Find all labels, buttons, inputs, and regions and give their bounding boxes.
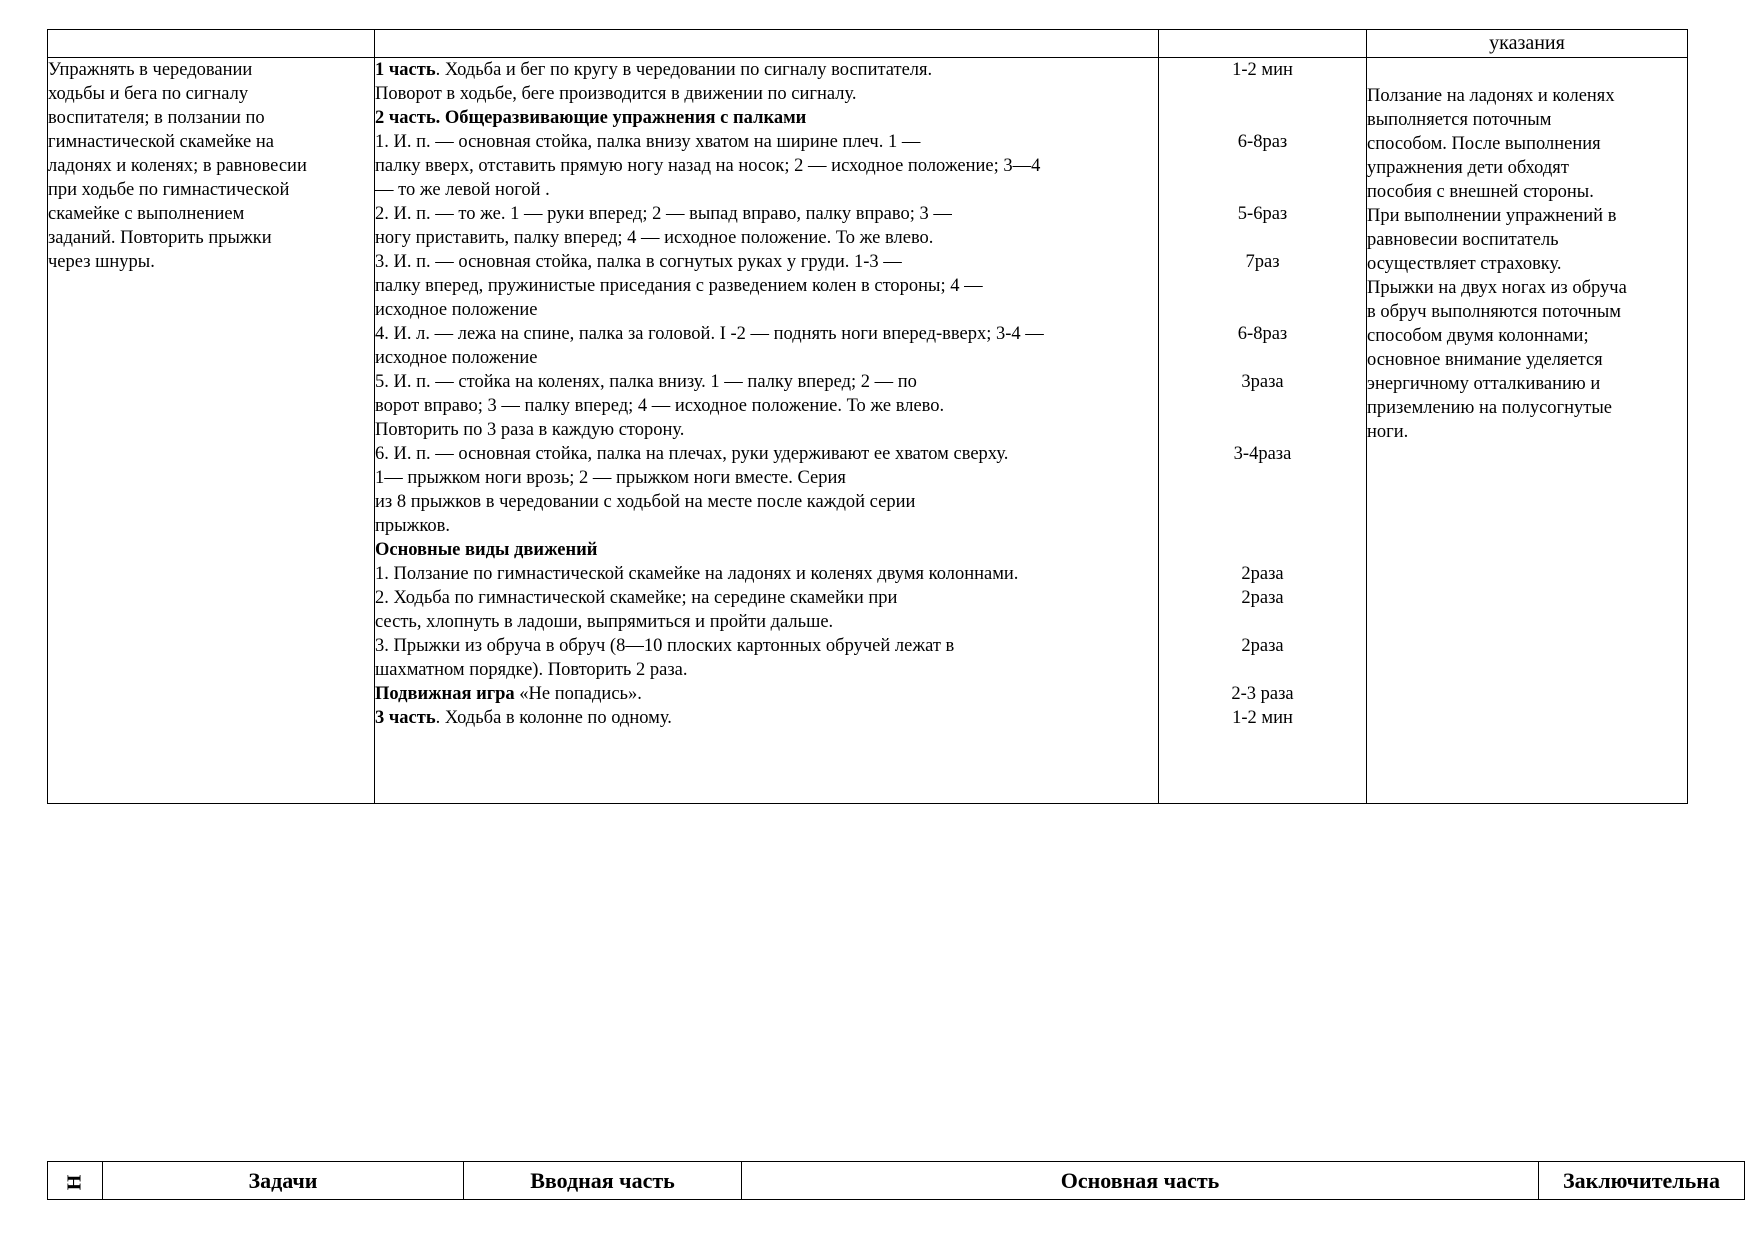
content-line: [375, 322, 1158, 346]
guidelines-list: [1367, 58, 1687, 444]
content-line-text: исходное положение: [375, 348, 538, 368]
content-line-text: Повторить по 3 раза в каждую сторону.: [375, 420, 685, 440]
content-line-text: 1— прыжком ноги врозь; 2 — прыжком ноги вместе. Серия: [375, 468, 846, 488]
content-line-bold: Основные виды движений: [375, 540, 598, 560]
guideline-line: выполняется поточным: [1367, 110, 1552, 130]
content-line-text: . Ходьба в колонне по одному.: [435, 708, 672, 728]
guideline-line: осуществляет страховку.: [1367, 254, 1562, 274]
content-line-text: 5. И. п. — стойка на коленях, палка внизу. 1 — палку вперед; 2 — по: [375, 372, 917, 392]
content-line: [375, 106, 1158, 130]
guideline-line: пособия с внешней стороны.: [1367, 182, 1594, 202]
header-guidelines-label: указания: [1489, 32, 1565, 54]
content-line-text: 1. И. п. — основная стойка, палка внизу хватом на ширине плеч. 1 —: [375, 132, 921, 152]
content-line: [375, 610, 1158, 634]
content-line-text: прыжков.: [375, 516, 451, 536]
content-line: [375, 130, 1158, 154]
content-line-text: сесть, хлопнуть в ладоши, выпрямиться и пройти дальше.: [375, 612, 834, 632]
task-line: заданий. Повторить прыжки: [48, 228, 272, 248]
dosage-line: [1159, 178, 1366, 202]
content-line: [375, 154, 1158, 178]
content-list: [375, 58, 1158, 730]
guideline-line: Прыжки на двух ногах из обруча: [1367, 278, 1627, 298]
content-line-bold: 3 часть: [375, 708, 436, 728]
dosage-line: [1159, 514, 1366, 538]
guideline-line: основное внимание уделяется: [1367, 350, 1603, 370]
next-page-header-row: [48, 1162, 1745, 1200]
content-line-text: . Ходьба и бег по кругу в чередовании по сигналу воспитателя.: [435, 60, 933, 80]
dosage-line: [1159, 274, 1366, 298]
content-line: [375, 634, 1158, 658]
col-intro: Вводная часть: [464, 1162, 742, 1200]
col-main: Основная часть: [742, 1162, 1539, 1200]
dosage-line: [1159, 346, 1366, 370]
dosage-line: [1159, 538, 1366, 562]
content-line-text: 2. И. п. — то же. 1 — руки вперед; 2 — выпад вправо, палку вправо; 3 —: [375, 204, 952, 224]
dosage-line: [1159, 82, 1366, 106]
header-cell-dosage: [1159, 30, 1367, 58]
content-line: [375, 538, 1158, 562]
guideline-line: способом. После выполнения: [1367, 134, 1601, 154]
content-line: [375, 178, 1158, 202]
lesson-plan-table: [47, 29, 1688, 804]
content-line: [375, 658, 1158, 682]
dosage-line: [1159, 106, 1366, 130]
header-cell-tasks: [48, 30, 375, 58]
content-line: [375, 682, 1158, 706]
content-line: [375, 250, 1158, 274]
dosage-line: [1159, 418, 1366, 442]
content-line-bold: Подвижная игра: [375, 684, 515, 704]
header-row: [48, 30, 1688, 58]
guideline-line: приземлению на полусогнутые: [1367, 398, 1613, 418]
content-line: [375, 274, 1158, 298]
content-line: [375, 586, 1158, 610]
guideline-line: упражнения дети обходят: [1367, 158, 1569, 178]
tasks-cell: [48, 58, 375, 804]
content-line-text: 3. Прыжки из обруча в обруч (8—10 плоских картонных обручей лежат в: [375, 636, 955, 656]
task-line: скамейке с выполнением: [48, 204, 245, 224]
content-line-bold: 2 часть. Общеразвивающие упражнения с палками: [375, 108, 807, 128]
dosage-line: [1159, 394, 1366, 418]
dosage-line: [1159, 490, 1366, 514]
dosage-line: 3-4раза: [1233, 444, 1292, 464]
content-line-bold: 1 часть: [375, 60, 436, 80]
header-cell-guidelines: [1367, 30, 1688, 58]
col-number-label: Н: [63, 1174, 86, 1190]
dosage-line: 2раза: [1241, 636, 1284, 656]
dosage-line: [1159, 466, 1366, 490]
guideline-line: Ползание на ладонях и коленях: [1367, 86, 1615, 106]
guideline-line: энергичному отталкиванию и: [1367, 374, 1601, 394]
guideline-line: равновесии воспитатель: [1367, 230, 1559, 250]
content-line-text: палку вперед, пружинистые приседания с разведением колен в стороны; 4 —: [375, 276, 983, 296]
content-line-text: Поворот в ходьбе, беге производится в движении по сигналу.: [375, 84, 857, 104]
content-line: [375, 346, 1158, 370]
task-line: Упражнять в чередовании: [48, 60, 253, 80]
content-line: [375, 202, 1158, 226]
content-line-text: ногу приставить, палку вперед; 4 — исходное положение. То же влево.: [375, 228, 934, 248]
dosage-list: [1159, 58, 1366, 730]
task-line: при ходьбе по гимнастической: [48, 180, 290, 200]
col-number: [48, 1162, 103, 1200]
content-line-text: шахматном порядке). Повторить 2 раза.: [375, 660, 688, 680]
dosage-line: 3раза: [1241, 372, 1284, 392]
guidelines-cell: [1367, 58, 1688, 804]
content-line: [375, 226, 1158, 250]
tasks-list: [48, 58, 374, 274]
content-cell: [375, 58, 1159, 804]
body-row: [48, 58, 1688, 804]
dosage-line: [1159, 658, 1366, 682]
task-line: ходьбы и бега по сигналу: [48, 84, 249, 104]
dosage-line: 1-2 мин: [1232, 708, 1293, 728]
dosage-line: 2раза: [1241, 564, 1284, 584]
guideline-line: При выполнении упражнений в: [1367, 206, 1617, 226]
next-page-header-table: [47, 1161, 1745, 1200]
task-line: воспитателя; в ползании по: [48, 108, 265, 128]
content-line: [375, 706, 1158, 730]
guideline-line: в обруч выполняются поточным: [1367, 302, 1622, 322]
dosage-line: 2раза: [1241, 588, 1284, 608]
content-line: [375, 418, 1158, 442]
content-line: [375, 298, 1158, 322]
content-line: [375, 562, 1158, 586]
content-line-text: «Не попадись».: [514, 684, 642, 704]
col-tasks: Задачи: [103, 1162, 464, 1200]
content-line-text: исходное положение: [375, 300, 538, 320]
header-cell-content: [375, 30, 1159, 58]
task-line: через шнуры.: [48, 252, 155, 272]
dosage-line: [1159, 226, 1366, 250]
task-line: ладонях и коленях; в равновесии: [48, 156, 307, 176]
guideline-line: способом двумя колоннами;: [1367, 326, 1589, 346]
content-line: [375, 82, 1158, 106]
dosage-line: [1159, 154, 1366, 178]
dosage-line: 1-2 мин: [1232, 60, 1293, 80]
content-line-text: ворот вправо; 3 — палку вперед; 4 — исходное положение. То же влево.: [375, 396, 945, 416]
dosage-line: [1159, 298, 1366, 322]
content-line-text: 3. И. п. — основная стойка, палка в согнутых руках у груди. 1-3 —: [375, 252, 902, 272]
content-line: [375, 490, 1158, 514]
content-line: [375, 466, 1158, 490]
dosage-line: 6-8раз: [1237, 324, 1288, 344]
content-line: [375, 394, 1158, 418]
dosage-line: 7раз: [1245, 252, 1280, 272]
dosage-line: [1159, 610, 1366, 634]
content-line: [375, 514, 1158, 538]
dosage-line: 5-6раз: [1237, 204, 1288, 224]
content-line: [375, 442, 1158, 466]
content-line-text: — то же левой ногой .: [375, 180, 550, 200]
content-line-text: 4. И. л. — лежа на спине, палка за головой. I -2 — поднять ноги вперед-вверх; 3-4 —: [375, 324, 1044, 344]
dosage-cell: [1159, 58, 1367, 804]
content-line-text: 2. Ходьба по гимнастической скамейке; на середине скамейки при: [375, 588, 898, 608]
content-line: [375, 370, 1158, 394]
content-line-text: 6. И. п. — основная стойка, палка на плечах, руки удерживают ее хватом сверху.: [375, 444, 1009, 464]
col-final: Заключительна: [1539, 1162, 1745, 1200]
dosage-line: 2-3 раза: [1231, 684, 1294, 704]
content-line-text: из 8 прыжков в чередовании с ходьбой на месте после каждой серии: [375, 492, 916, 512]
content-line-text: 1. Ползание по гимнастической скамейке на ладонях и коленях двумя колоннами.: [375, 564, 1019, 584]
task-line: гимнастической скамейке на: [48, 132, 274, 152]
content-line-text: палку вверх, отставить прямую ногу назад на носок; 2 — исходное положение; 3—4: [375, 156, 1041, 176]
guideline-line: ноги.: [1367, 422, 1409, 442]
dosage-line: 6-8раз: [1237, 132, 1288, 152]
content-line: [375, 58, 1158, 82]
